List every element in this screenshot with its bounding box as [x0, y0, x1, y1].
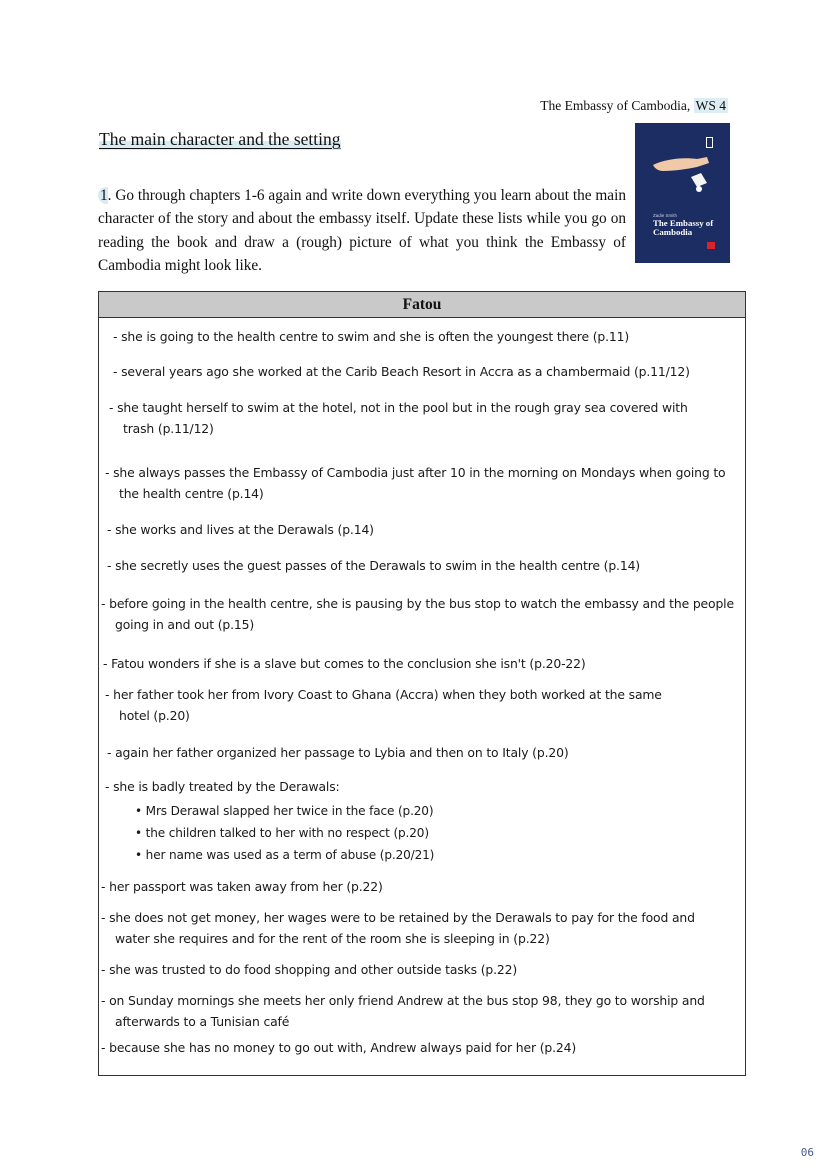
note-line: water she requires and for the rent of the room she is sleeping in (p.22) — [115, 931, 550, 946]
note-line: - because she has no money to go out with, Andrew always paid for her (p.24) — [101, 1040, 577, 1055]
note-line: hotel (p.20) — [119, 708, 190, 723]
section-title: The main character and the setting — [99, 129, 341, 149]
task-number: 1 — [100, 187, 108, 204]
note-line: - she was trusted to do food shopping and other outside tasks (p.22) — [101, 962, 518, 977]
note-line: - she is badly treated by the Derawals: — [105, 779, 340, 794]
note-line: afterwards to a Tunisian café — [115, 1014, 290, 1029]
list-item — [105, 776, 340, 797]
list-item — [113, 361, 690, 382]
list-item — [101, 593, 743, 635]
sub-item: • Mrs Derawal slapped her twice in the face (p.20) — [135, 804, 434, 818]
note-line: - several years ago she worked at the Carib Beach Resort in Accra as a chambermaid (p.11/12) — [113, 364, 690, 379]
list-item — [109, 397, 739, 439]
list-item — [107, 742, 569, 763]
table-heading: Fatou — [99, 292, 745, 318]
bookmark-icon — [706, 137, 713, 148]
book-author: Zadie Smith — [653, 213, 678, 218]
page-number: 06 — [800, 1146, 814, 1159]
note-line: - she taught herself to swim at the hotel, not in the pool but in the rough gray sea covered with — [109, 400, 688, 415]
list-item — [101, 990, 743, 1032]
book-cover-image — [635, 123, 730, 263]
book-cover-title: The Embassy of Cambodia — [653, 218, 714, 237]
list-item — [107, 555, 640, 576]
note-line: - Fatou wonders if she is a slave but comes to the conclusion she isn't (p.20-22) — [103, 656, 586, 671]
list-item — [101, 876, 383, 897]
list-item — [101, 959, 517, 980]
note-line: - she always passes the Embassy of Cambodia just after 10 in the morning on Mondays when going to — [105, 465, 726, 480]
note-line: trash (p.11/12) — [123, 421, 214, 436]
sub-item: • her name was used as a term of abuse (p.20/21) — [135, 848, 435, 862]
note-line: - she does not get money, her wages were to be retained by the Derawals to pay for the food and — [101, 910, 695, 925]
note-line: going in and out (p.15) — [115, 617, 255, 632]
worksheet-label: WS 4 — [695, 98, 726, 113]
note-line: - she is going to the health centre to swim and she is often the youngest there (p.11) — [113, 329, 630, 344]
publisher-logo — [707, 242, 715, 249]
list-item — [101, 907, 743, 949]
task-text: . Go through chapters 1-6 again and write down everything you learn about the main character of the story and about the embassy itself. Update these lists while you go on reading the book and draw a (rough) picture of what you think the Embassy of Cambodia might look like. — [98, 187, 626, 275]
list-item — [105, 462, 741, 504]
list-item — [105, 684, 741, 726]
note-line: - she works and lives at the Derawals (p.14) — [107, 522, 374, 537]
list-item — [107, 519, 374, 540]
note-line: - before going in the health centre, she is pausing by the bus stop to watch the embassy and the people — [101, 596, 734, 611]
note-line: - her passport was taken away from her (p.22) — [101, 879, 383, 894]
running-header — [540, 98, 728, 114]
task-instructions — [98, 184, 626, 278]
note-line: - her father took her from Ivory Coast to Ghana (Accra) when they both worked at the same — [105, 687, 662, 702]
list-item — [101, 1037, 576, 1058]
book-title: The Embassy of Cambodia, — [540, 98, 694, 113]
list-item — [103, 653, 586, 674]
sub-item: • the children talked to her with no respect (p.20) — [135, 826, 429, 840]
note-line: the health centre (p.14) — [119, 486, 264, 501]
notes-table — [98, 291, 746, 1076]
note-line: - again her father organized her passage to Lybia and then on to Italy (p.20) — [107, 745, 569, 760]
hand-shuttlecock-illustration — [635, 153, 730, 203]
note-line: - she secretly uses the guest passes of the Derawals to swim in the health centre (p.14) — [107, 558, 640, 573]
list-item — [113, 326, 629, 347]
note-line: - on Sunday mornings she meets her only friend Andrew at the bus stop 98, they go to worship and — [101, 993, 705, 1008]
